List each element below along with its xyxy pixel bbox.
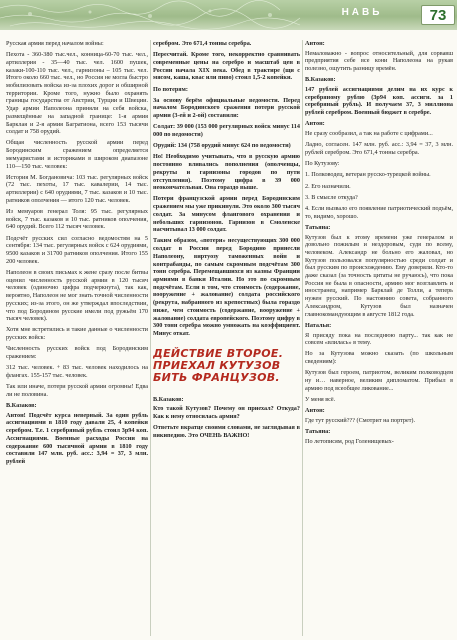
paragraph: Пехота - 360-380 тыс.чел., конница-60-70 тыс. чел., артиллерия - 35—40 тыс. чел. 1600 пушек, казаки-100-110 тыс. чел., гарнизоны – 105 тыс. чел. Итого около 660 тыс. чел., но Россия не могла быстро мобилизовать войска из-за плохих дорог и обширной территории. Кроме того, нужно было охранять границы государства от Австрии, Турции и Швеции. Удар армии Наполеона приняли на себя войска, размещённые на западной границе: 1-я армия Барклая и 2-я армия Багратиона, всего 153 тысячи солдат и 758 орудий. <box>6 51 148 136</box>
paragraph: Солдат: 39 000 (153 000 регулярных войск минус 114 000 по ведомости) <box>153 123 300 139</box>
paragraph: Так или иначе, потери русской армии огромны! Едва ли не половина. <box>6 383 148 398</box>
paragraph: Я присяду пока на последнюю парту... так как не совсем «влилась» в тему. <box>305 331 453 347</box>
header-title: НАВЬ <box>341 7 383 18</box>
list-item: 3. В смысле откуда? <box>305 193 358 201</box>
paragraph: Общая численность русской армии перед Бородинским сражением определяется мемуаристами и историками в широком диапазоне 110—150 тыс. человек: <box>6 139 148 170</box>
paragraph: Наполеон в своих письмах к жене сразу после битвы оценил численность русской армии в 120 тысяч человек (одиночно цифра подчеркнута), так как, вероятно, Наполеон не мог знать точной численности русских; из-за этого, он же утверждал впоследствии, что под Бородином русские имели под ружьём 170 тысяч человек). <box>6 268 148 323</box>
section-heading-line: ДЕЙСТВИЕ ВТОРОЕ. <box>153 346 284 360</box>
paragraph: Где тут русский??? (Смотрит на портрет). <box>305 416 416 424</box>
paragraph: Но за Кутузова можно сказать (по школьным сведениям): <box>305 350 453 366</box>
paragraph: Из мемуаров генерал Толя: 95 тыс. регулярных войск, 7 тыс. казаков и 10 тыс. ратников ополчения, 640 орудий. Всего 112 тысяч человек. <box>6 208 148 231</box>
speaker-label: В.Казаков: <box>153 395 184 403</box>
paragraph: Кутузов был к этому времени уже генералом и довольно пожилым и нездоровым, судя по всему, человеком. Александр не больно его жаловал, но Кутузов пользовался популярностью среди солдат и был русским по происхождению. Ему доверяли. Кто-то даже сказал (за точность цитаты не ручаюсь), что пока Россия не была в опасности, армию мог возглавлять и иностранец, например Барклай де Толли, а теперь нужен русский. По настоянию совета, собранного Александром, Кутузов был назначен главнокомандующим в августе 1812 года. <box>305 233 453 318</box>
speaker-label: В.Казаков: <box>6 402 37 410</box>
section-heading-line: ПРИЕХАЛ КУТУЗОВ <box>153 358 281 372</box>
list-item: 2. Его назначили. <box>305 182 351 190</box>
paragraph: Численность русских войск под Бородинским сражением: <box>6 345 148 361</box>
paragraph: 147 рублей ассигнациями делим на их курс к серебряному рублю (3р94 коп. ассигн. за 1 серебряный рубль). И получаем 37, 3 миллиона рублей серебром. Военный бюджет в серебре. <box>305 86 453 117</box>
speaker-label: Татьяна: <box>305 223 331 231</box>
section-heading-line: БИТЬ ФРАНЦУЗОВ. <box>153 370 280 384</box>
list-item: 1. Полководец, ветеран русско-турецкой войны. <box>305 171 431 179</box>
paragraph: Потери французской армии перед Бородинским сражением мы уже прикинули. Это около 300 тысяч солдат. За минусом флангового охранения и небольших гарнизонов. Гарнизон в Смоленске насчитывал 13 000 солдат. <box>153 195 300 234</box>
paragraph: Подсчёт русских сил согласно ведомостям на 5 сентября: 134 тыс. регулярных войск с 624 орудиями, 9500 казаков и 31700 ратников ополчения. Итого 155 200 человек. <box>6 234 148 265</box>
paragraph: У меня всё. <box>305 395 336 403</box>
paragraph: Таким образом, «потери» несуществующих 300 000 солдат в России перед Бородино принесли Наполеону, виртуозу таможенных войн и контрабанды, по самым скромным подсчётам 300 тонн серебра. Перемещавшихся из казны Франции армиями в банки Италии. Но это по скромным подсчётам. Если в том, что стоимость (содержание, вооружение + жалование) солдата российского (рекрута, набранного из крепостных) была гораздо ниже, чем стоимость (содержание, вооружение + жалование) солдата европейского. Поэтому цифру в 300 тонн серебра можно умножать на коэффициент. Минус откат. <box>153 237 300 337</box>
paragraph: Пересчитай. Кроме того, некорректно сравнивать современные цены на серебро и масштаб цен в России начала XIX века. Обед в трактире (щи с мясом, каша, квас или пиво) стоил 1,5-2 копейки. <box>153 51 300 82</box>
speaker-label: Антон: <box>305 407 325 415</box>
paragraph: По потерям: <box>153 85 188 93</box>
paragraph: Ладно, согласен. 147 млн. руб. асс.: 3,94 = 37, 3 млн. рублей серебром. Это 671,4 тонны серебра. <box>305 141 453 156</box>
paragraph: Русская армия перед началом войны: <box>6 40 104 47</box>
paragraph: Немаловажно - вопрос относительный, для сорвавш предприятия себе все кони Наполеона на рукав полезно, ощутить разницу времён. <box>305 49 453 73</box>
paragraph: История М. Богдановича: 103 тыс. регулярных войск (72 тыс. пехоты, 17 тыс. кавалерии, 14 тыс. артиллерии) с 640 орудиями, 7 тыс. казаков и 10 тыс. ратников ополчения — итого 120 тыс. человек. <box>6 173 148 204</box>
paragraph: Кутузов был героем, патриотом, великим полководцем ну и… наверное, великим дипломатом. Прибыл в армию под всеобщее ликование... <box>305 369 453 392</box>
paragraph: Антон! Подсчёт курса неверный. За один рубль ассигнациями в 1810 году давали 25, 4 копейки серебром. Т.е. 1 серебряный рубль стоил 3р94 коп. Ассигнациями. Военные расходы России на содержание 600 тысячной армии в 1810 году составили 147 млн. руб. асс.: 3,94 = 37, 3 млн. рублей <box>6 411 148 465</box>
section-heading <box>153 348 300 384</box>
paragraph: Но! Необходимо учитывать, что в русскую армию постоянно вливались пополнения (ополченцы, рекруты и гарнизоны городов по пути отступления). Поэтому цифра в 39 000 неокончательная. Она гораздо выше. <box>153 153 300 192</box>
speaker-label: Татьяна: <box>305 428 331 436</box>
paragraph: Кто такой Кутузов? Почему он приехал? Откуда? Как к нему относилась армия? <box>153 405 300 421</box>
paragraph: По Кутузову: <box>305 160 340 168</box>
paragraph: 312 тыс. человек. + 83 тыс. человек находилось на флангах. 155-157 тыс. человек. <box>6 364 148 379</box>
speaker-label: Наталья: <box>305 321 332 329</box>
speaker-label: Антон: <box>305 40 325 47</box>
page-number: 73 <box>421 5 455 25</box>
page-header <box>0 0 457 30</box>
paragraph: Орудий: 134 (758 орудий минус 624 по ведомости) <box>153 142 291 150</box>
list-item: 4. Если вызвало его появление патриотический подъём, то, видимо, хорошо. <box>305 204 453 220</box>
speaker-label: Антон: <box>305 120 325 128</box>
speaker-label: В.Казаков: <box>305 76 336 84</box>
column-divider <box>150 40 151 636</box>
paragraph: Хотя мне встретились и такие данные о численности русских войск: <box>6 326 148 342</box>
text-column-1 <box>6 40 148 636</box>
paragraph: Ответьте вкратце своими словами, не заглядывая в википедию. Это ОЧЕНЬ ВАЖНО! <box>153 424 300 439</box>
text-column-3 <box>305 40 453 636</box>
text-column-2 <box>153 40 300 636</box>
paragraph: Не сразу сообразил, а так на работе с цифрами... <box>305 130 433 138</box>
paragraph: По летописям, род Голенищевых- <box>305 437 394 445</box>
paragraph: серебром. Это 671,4 тонны серебра. <box>153 40 252 47</box>
column-divider <box>302 40 303 636</box>
paragraph: За основу берём официальные ведомости. Перед началом Бородинского сражения потери русской армии (3-ей и 2-ой) составили: <box>153 96 300 120</box>
